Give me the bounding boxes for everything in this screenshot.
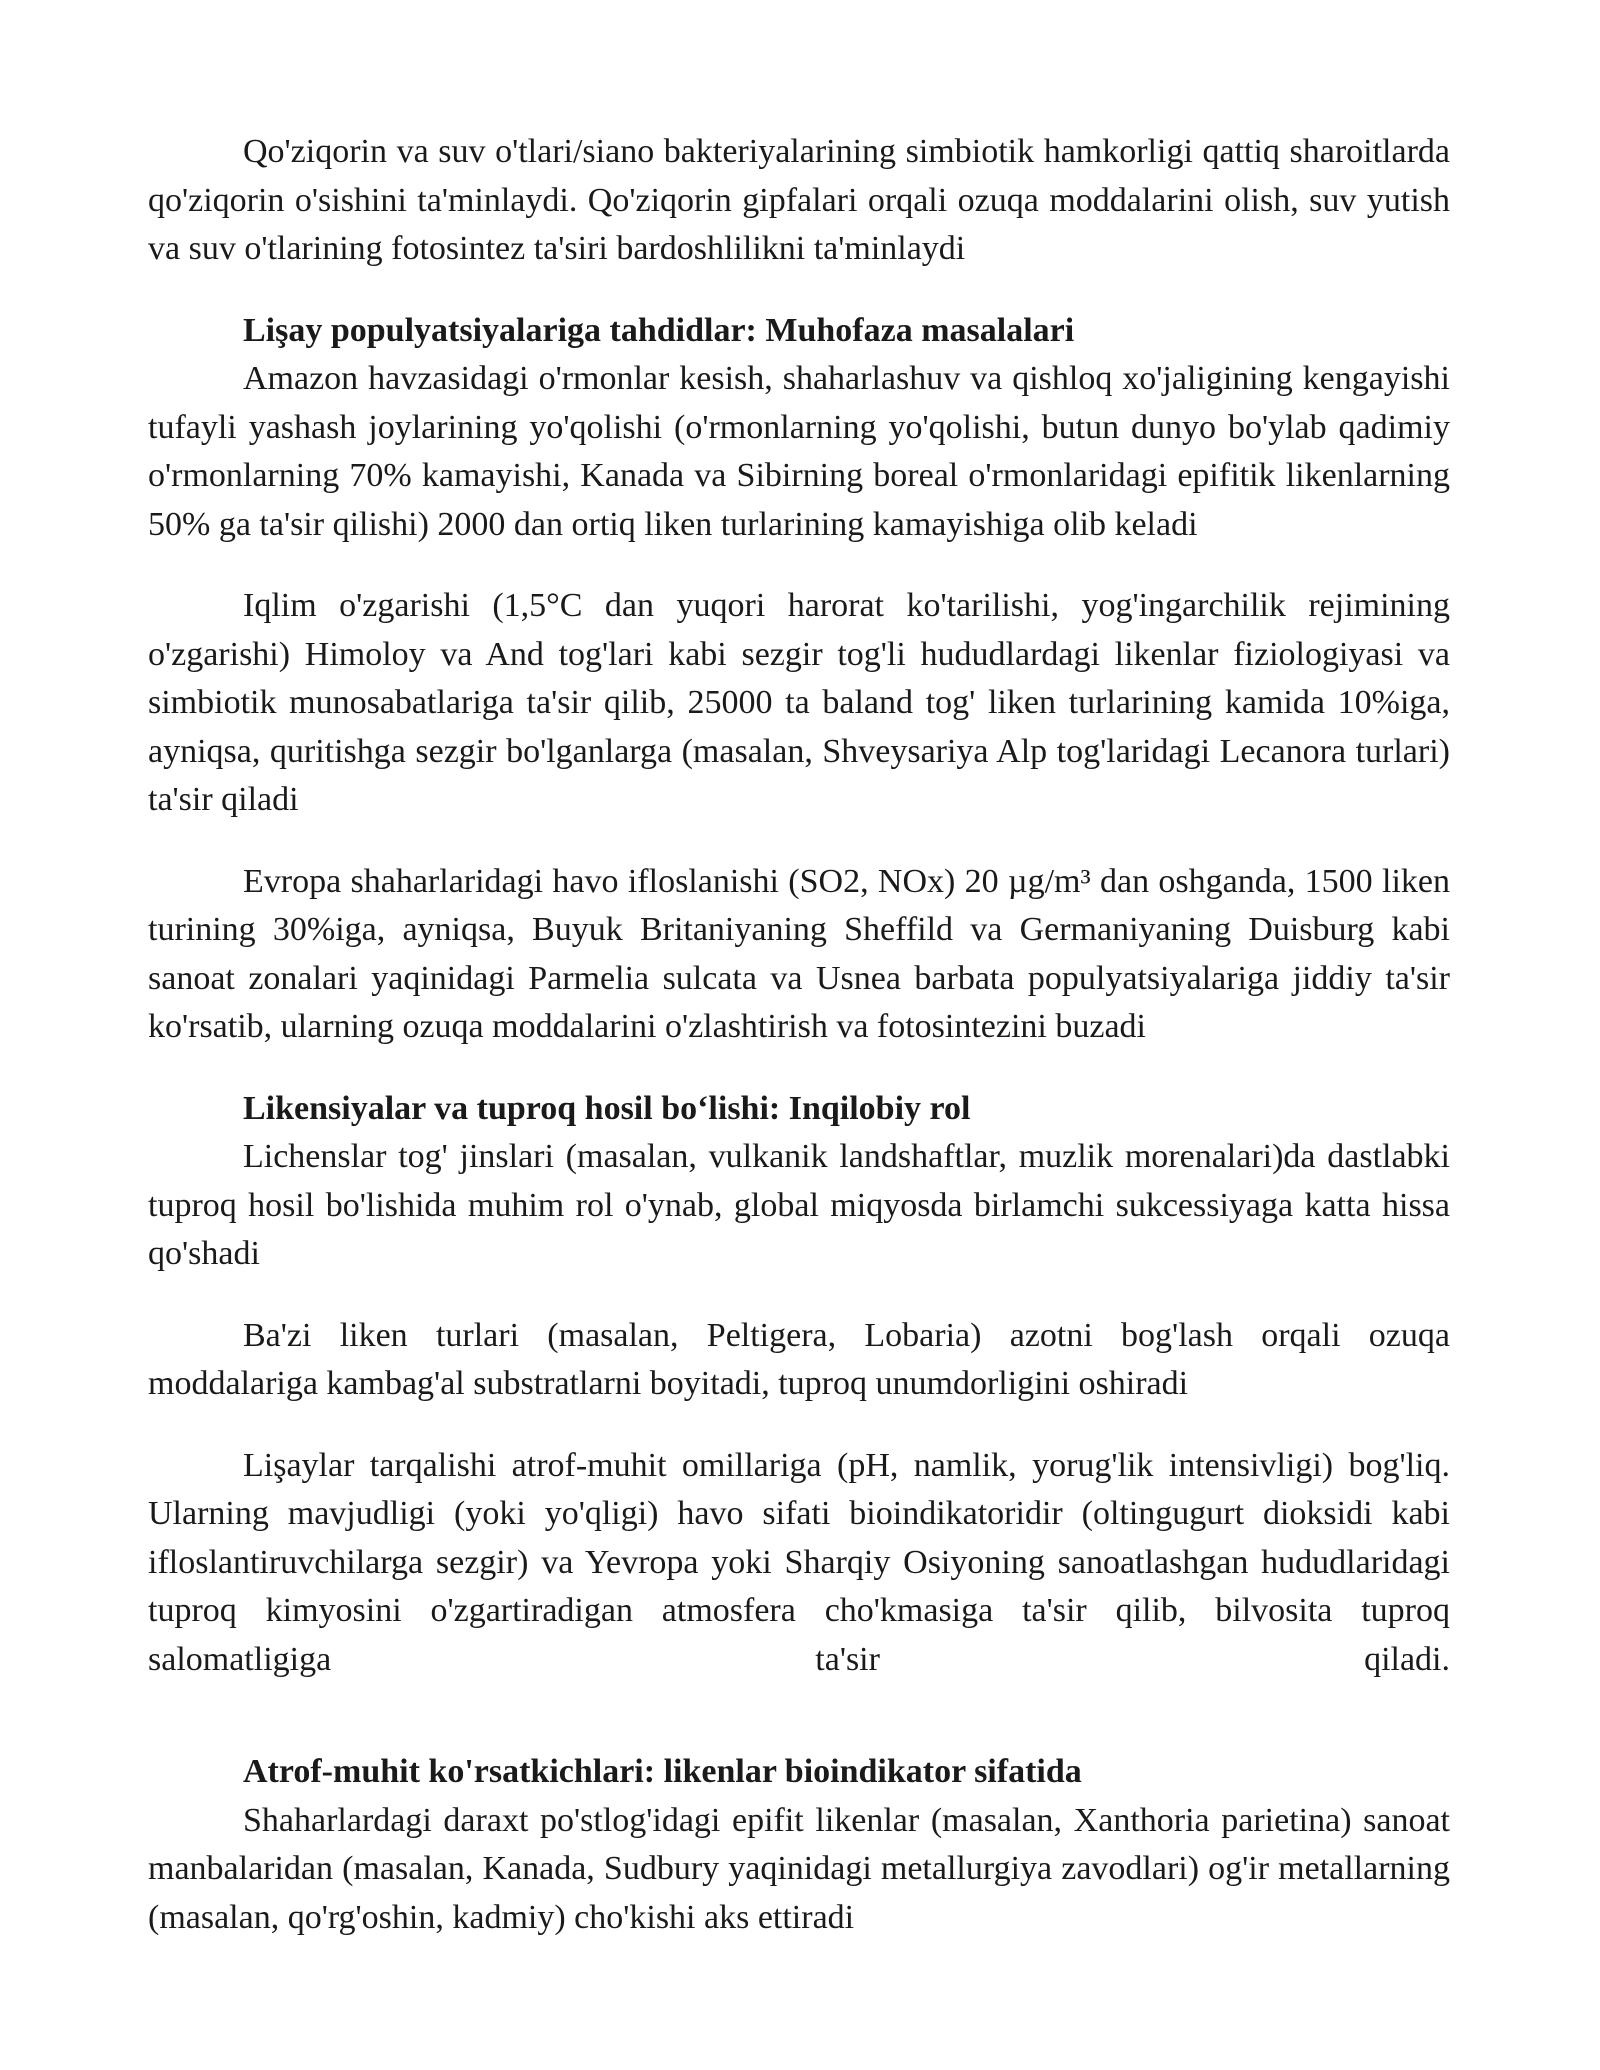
paragraph: Shaharlardagi daraxt po'stlog'idagi epifit likenlar (masalan, Xanthoria parietina) sanoat manbalaridan (masalan, Kanada, Sudbury yaqinidagi metallurgiya zavodlari) og'ir metallarning (masalan, qo'rg'oshin, kadmiy) cho'kishi aks ettiradi	[148, 1801, 1450, 1936]
paragraph: Iqlim o'zgarishi (1,5°C dan yuqori harorat ko'tarilishi, yog'ingarchilik rejimining o'zgarishi) Himoloy va And tog'lari kabi sezgir tog'li hududlardagi likenlar fiziologiyasi va simbiotik munosabatlariga ta'sir qilib, 25000 ta baland tog' liken turlarining kamida 10%iga, ayniqsa, quritishga sezgir bo'lganlarga (masalan, Shveysariya Alp tog'laridagi Lecanora turlari) ta'sir qiladi	[148, 587, 1450, 818]
spacer	[148, 1684, 1450, 1748]
spacer	[148, 1279, 1450, 1312]
section-heading: Lişay populyatsiyalariga tahdidlar: Muhofaza masalalari	[243, 311, 1075, 349]
spacer	[148, 274, 1450, 307]
paragraph: Lichenslar tog' jinslari (masalan, vulkanik landshaftlar, muzlik morenalari)da dastlabki tuproq hosil bo'lishida muhim rol o'ynab, global miqyosda birlamchi sukcessiyaga katta hissa qo'shadi	[148, 1138, 1450, 1272]
spacer	[148, 1052, 1450, 1085]
paragraph: Ba'zi liken turlari (masalan, Peltigera, Lobaria) azotni bog'lash orqali ozuqa moddalariga kambag'al substratlarni boyitadi, tuproq unumdorligini oshiradi	[148, 1316, 1450, 1402]
document-page	[148, 128, 1450, 1942]
paragraph: Evropa shaharlaridagi havo ifloslanishi (SO2, NOx) 20 µg/m³ dan oshganda, 1500 liken turining 30%iga, ayniqsa, Buyuk Britaniyaning Sheffild va Germaniyaning Duisburg kabi sanoat zonalari yaqinidagi Parmelia sulcata va Usnea barbata populyatsiyalariga jiddiy ta'sir ko'rsatib, ularning ozuqa moddalarini o'zlashtirish va fotosintezini buzadi	[148, 862, 1450, 1045]
paragraph: Amazon havzasidagi o'rmonlar kesish, shaharlashuv va qishloq xo'jaligining kengayishi tufayli yashash joylarining yo'qolishi (o'rmonlarning yo'qolishi, butun dunyo bo'ylab qadimiy o'rmonlarning 70% kamayishi, Kanada va Sibirning boreal o'rmonlaridagi epifitik likenlarning 50% ga ta'sir qilishi) 2000 dan ortiq liken turlarining kamayishiga olib keladi	[148, 360, 1450, 543]
spacer	[148, 1409, 1450, 1442]
paragraph: Lişaylar tarqalishi atrof-muhit omillariga (pH, namlik, yorug'lik intensivligi) bog'liq. Ularning mavjudligi (yoki yo'qligi) havo sifati bioindikatoridir (oltingugurt dioksidi kabi ifloslantiruvchilarga sezgir) va Yevropa yoki Sharqiy Osiyoning sanoatlashgan hududlaridagi tuproq kimyosini o'zgartiradigan atmosfera cho'kmasiga ta'sir qilib, bilvosita tuproq salomatligiga ta'sir qiladi.	[148, 1446, 1450, 1678]
spacer	[148, 549, 1450, 582]
section-heading: Atrof-muhit ko'rsatkichlari: likenlar bioindikator sifatida	[243, 1753, 1082, 1790]
paragraph: Qo'ziqorin va suv o'tlari/siano bakteriyalarining simbiotik hamkorligi qattiq sharoitlarda qo'ziqorin o'sishini ta'minlaydi. Qo'ziqorin gipfalari orqali ozuqa moddalarini olish, suv yutish va suv o'tlarining fotosintez ta'siri bardoshlilikni ta'minlaydi	[148, 133, 1450, 267]
spacer	[148, 825, 1450, 858]
section-heading: Likensiyalar va tuproq hosil bo‘lishi: Inqilobiy rol	[243, 1089, 971, 1127]
